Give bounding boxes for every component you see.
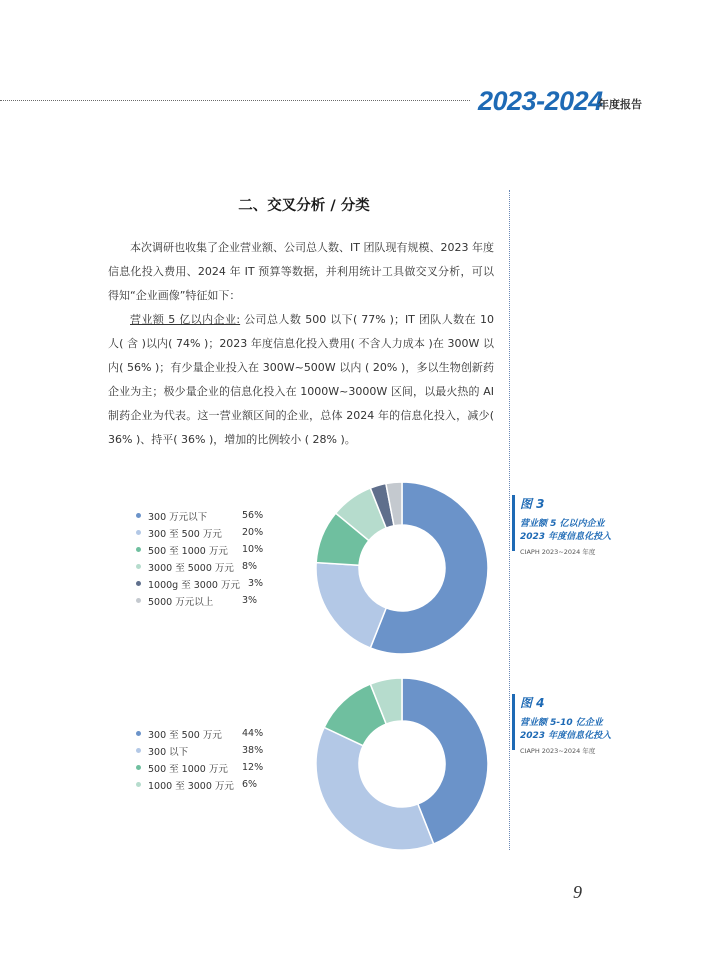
legend-value: 3% [247, 578, 264, 589]
figure4-source: CIAPH 2023~2024 年度 [520, 747, 596, 755]
paragraph-revenue-5yi [108, 308, 494, 452]
legend-label: 5000 万元以上 [148, 596, 214, 608]
legend-swatch [136, 731, 141, 736]
legend-label: 300 万元以下 [148, 511, 208, 523]
legend-item [136, 524, 266, 541]
paragraph-body: 公司总人数 500 以下( 77% )；IT 团队人数在 10 人( 含 )以内( 74% )；2023 年度信息化投入费用( 不含人力成本 )在 300W 以内( 56% )；有少量企业投入在 300W~500W 以内 ( 20% )，多以生物创新药企业为主；极少量企业的信息化投入在 1000W~3000W 区间，以最火热的 AI 制药企业为代表。这一营业额区间的企业，总体 2024 年的信息化投入，减少( 36% )、持平( 36% )，增加的比例较小 ( 28% )。 [108, 313, 494, 446]
legend-label: 300 至 500 万元 [148, 528, 222, 540]
legend-item [136, 776, 266, 793]
page-number: 9 [573, 882, 582, 902]
legend-item [136, 558, 266, 575]
chart1-legend [136, 507, 266, 609]
header-report-label: 年度报告 [598, 98, 642, 111]
section-title: 二、交叉分析 / 分类 [238, 198, 370, 214]
legend-swatch [136, 748, 141, 753]
legend-value: 56% [242, 510, 264, 521]
legend-item [136, 759, 266, 776]
legend-item [136, 742, 266, 759]
legend-item [136, 725, 266, 742]
legend-swatch [136, 598, 141, 603]
legend-swatch [136, 581, 141, 586]
legend-label: 500 至 1000 万元 [148, 763, 228, 775]
figure4-caption-line2: 2023 年度信息化投入 [520, 731, 612, 741]
legend-swatch [136, 564, 141, 569]
donut-slice [316, 727, 434, 850]
header-year-range: 2023-2024 [478, 86, 603, 116]
figure3-source: CIAPH 2023~2024 年度 [520, 548, 596, 556]
chart2-legend [136, 725, 266, 793]
legend-value: 44% [242, 728, 264, 739]
legend-label: 1000g 至 3000 万元 [148, 579, 240, 591]
legend-value: 38% [242, 745, 264, 756]
legend-value: 6% [242, 779, 258, 790]
legend-swatch [136, 782, 141, 787]
figure4-caption [512, 694, 662, 755]
legend-swatch [136, 765, 141, 770]
figure4-number: 图 4 [520, 696, 545, 710]
legend-label: 500 至 1000 万元 [148, 545, 228, 557]
legend-swatch [136, 513, 141, 518]
legend-label: 3000 至 5000 万元 [148, 562, 234, 574]
body-text [108, 236, 494, 452]
legend-value: 20% [242, 527, 264, 538]
paragraph-intro: 本次调研也收集了企业营业额、公司总人数、IT 团队现有规模、2023 年度信息化投入费用、2024 年 IT 预算等数据，并利用统计工具做交叉分析，可以得知“企业画像”特征如下： [108, 241, 494, 302]
chart1-donut [314, 480, 490, 656]
legend-swatch [136, 530, 141, 535]
legend-item [136, 507, 266, 524]
figure3-caption-line2: 2023 年度信息化投入 [520, 532, 612, 542]
figure4-caption-line1: 营业额 5-10 亿企业 [520, 718, 603, 728]
figure4-accent-bar [512, 694, 515, 750]
legend-value: 12% [242, 762, 264, 773]
legend-value: 8% [242, 561, 258, 572]
legend-item [136, 541, 266, 558]
figure3-number: 图 3 [520, 497, 545, 511]
legend-label: 300 至 500 万元 [148, 729, 222, 741]
donut-slice [316, 563, 386, 648]
figure3-accent-bar [512, 495, 515, 551]
legend-item [136, 575, 266, 592]
chart2-donut [314, 676, 490, 852]
legend-swatch [136, 547, 141, 552]
legend-item [136, 592, 266, 609]
sidebar-dotted-rule [509, 190, 510, 850]
header-dotted-rule [0, 100, 470, 101]
legend-label: 1000 至 3000 万元 [148, 780, 234, 792]
legend-value: 10% [242, 544, 264, 555]
legend-label: 300 以下 [148, 746, 189, 758]
paragraph-lead: 营业额 5 亿以内企业: [130, 313, 241, 326]
figure3-caption [512, 495, 662, 556]
figure3-caption-line1: 营业额 5 亿以内企业 [520, 519, 605, 529]
legend-value: 3% [242, 595, 258, 606]
